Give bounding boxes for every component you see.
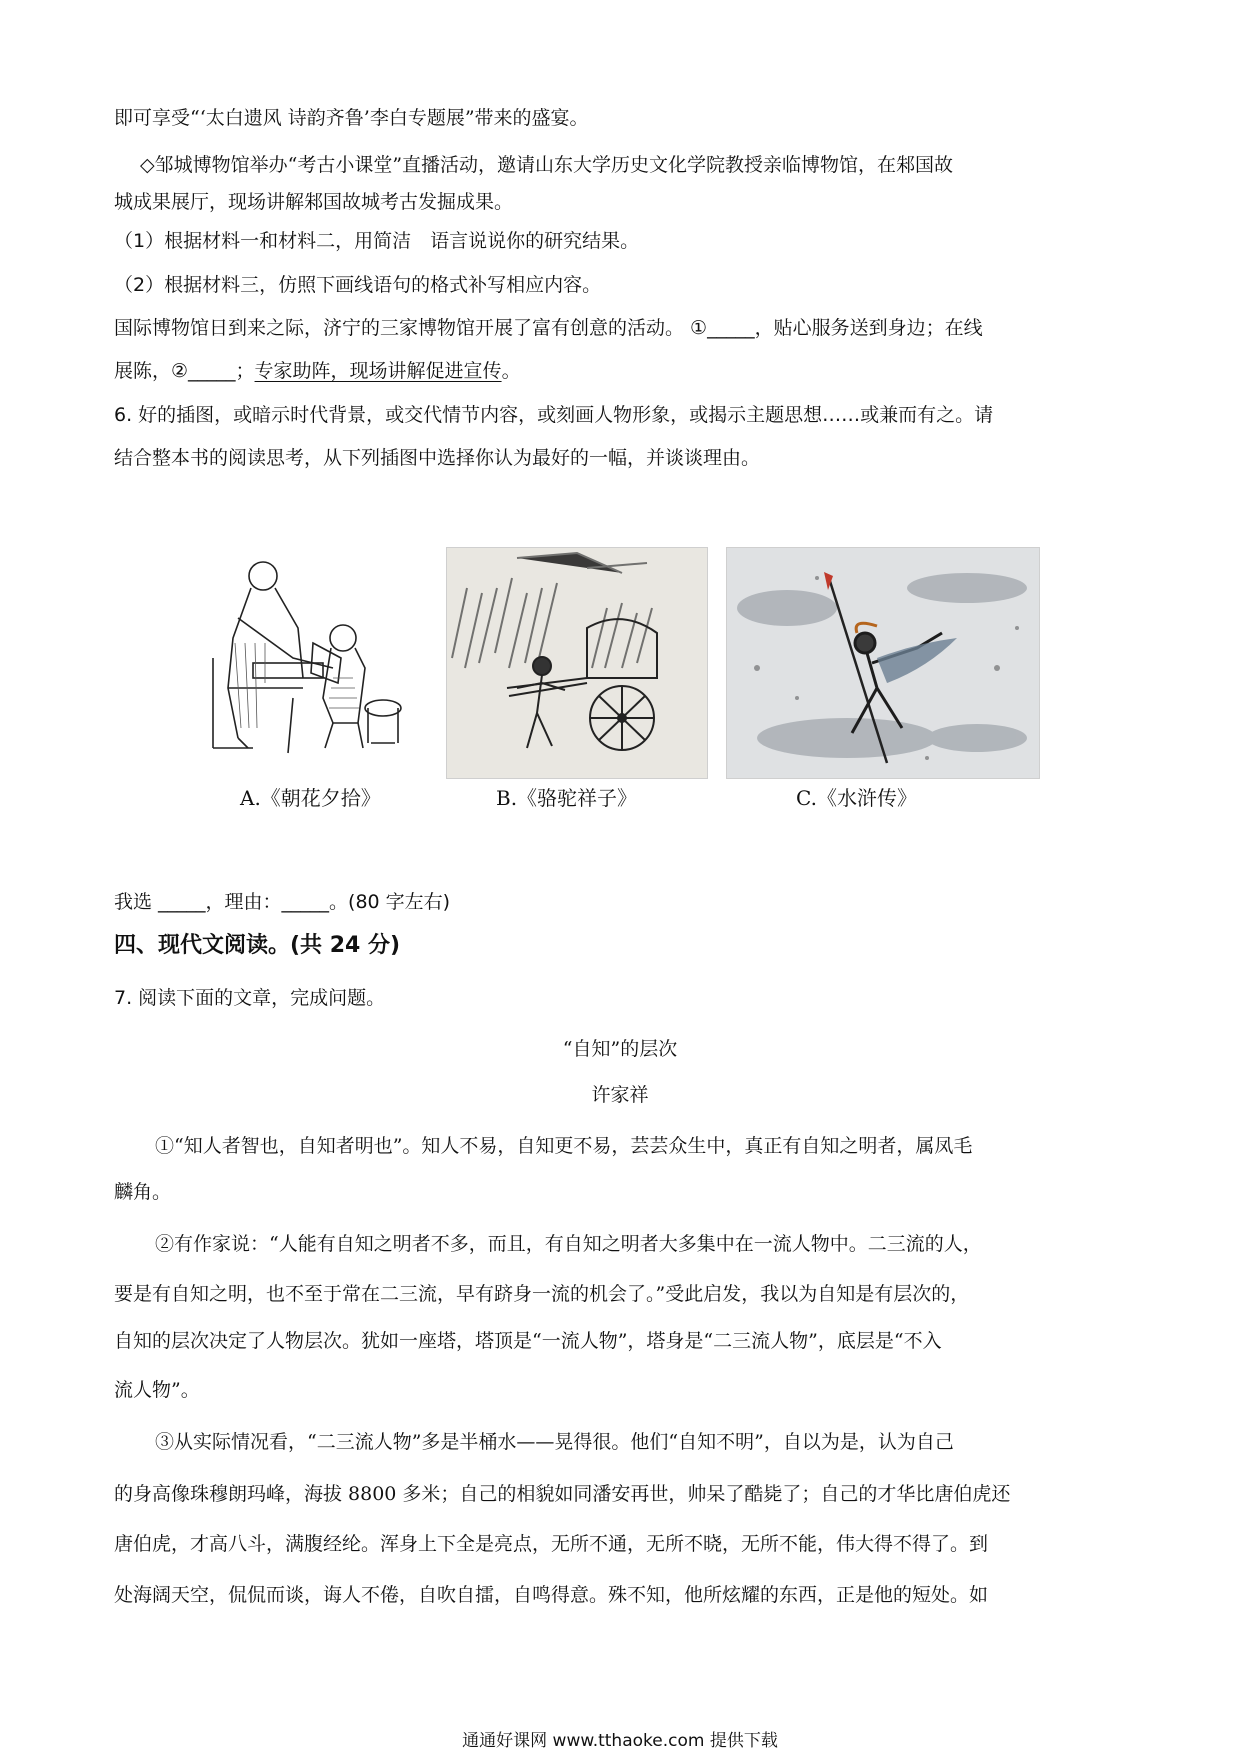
caption-a: A.《朝花夕拾》 [240, 786, 381, 810]
intro-line-2: ◇邹城博物馆举办“考古小课堂”直播活动，邀请山东大学历史文化学院教授亲临博物馆，在邾国故 [140, 154, 954, 176]
q7-prompt: 7. 阅读下面的文章，完成问题。 [114, 987, 386, 1009]
q6-answer-line: 我选 _____，理由：_____。(80 字左右) [114, 891, 451, 913]
q5-underlined-sentence: 专家助阵，现场讲解促进宣传 [254, 360, 502, 382]
paragraph-3-line-1: ③从实际情况看，“二三流人物”多是半桶水——晃得很。他们“自知不明”，自以为是，认为自己 [155, 1431, 954, 1453]
caption-c: C.《水浒传》 [796, 786, 917, 810]
article-author: 许家祥 [591, 1084, 649, 1106]
q5-line-2 [114, 356, 521, 386]
q5-part-1: （1）根据材料一和材料二，用简洁 语言说说你的研究结果。 [114, 230, 640, 252]
paragraph-3-line-4: 处海阔天空，侃侃而谈，诲人不倦，自吹自擂，自鸣得意。殊不知，他所炫耀的东西，正是他的短处。如 [114, 1584, 989, 1606]
paragraph-2-line-2: 要是有自知之明，也不至于常在二三流，早有跻身一流的机会了。”受此启发，我以为自知是有层次的， [114, 1283, 970, 1305]
q5-line-2-post: 。 [501, 360, 521, 382]
q5-part-2: （2）根据材料三，仿照下画线语句的格式补写相应内容。 [114, 274, 602, 296]
q6-line-2: 结合整本书的阅读思考，从下列插图中选择你认为最好的一幅，并谈谈理由。 [114, 447, 761, 469]
article-title: “自知”的层次 [562, 1038, 678, 1060]
section-4-heading: 四、现代文阅读。(共 24 分) [114, 933, 401, 958]
q5-line-1: 国际博物馆日到来之际，济宁的三家博物馆开展了富有创意的活动。 ①_____，贴心服务送到身边；在线 [114, 317, 983, 339]
paragraph-2-line-4: 流人物”。 [114, 1379, 200, 1401]
caption-b: B.《骆驼祥子》 [496, 786, 638, 810]
illustration-a-image [193, 548, 409, 760]
illustration-b-image [446, 547, 708, 779]
footer-credit: 通通好课网 www.tthaoke.com 提供下载 [462, 1731, 778, 1751]
paragraph-1-line-1: ①“知人者智也，自知者明也”。知人不易，自知更不易，芸芸众生中，真正有自知之明者，属凤毛 [155, 1135, 973, 1157]
paragraph-3-line-2: 的身高像珠穆朗玛峰，海拔 8800 多米；自己的相貌如同潘安再世，帅呆了酷毙了；自己的才华比唐伯虎还 [114, 1483, 1011, 1505]
illustration-c-image [726, 547, 1040, 779]
paragraph-3-line-3: 唐伯虎，才高八斗，满腹经纶。浑身上下全是亮点，无所不通，无所不晓，无所不能，伟大得不得了。到 [114, 1533, 989, 1555]
paragraph-2-line-1: ②有作家说：“人能有自知之明者不多，而且，有自知之明者大多集中在一流人物中。二三流的人， [155, 1233, 982, 1255]
intro-line-3: 城成果展厅，现场讲解邾国故城考古发掘成果。 [114, 191, 514, 213]
paragraph-1-line-2: 麟角。 [114, 1181, 172, 1203]
q5-line-2-pre: 展陈，②_____； [114, 360, 255, 382]
paragraph-2-line-3: 自知的层次决定了人物层次。犹如一座塔，塔顶是“一流人物”，塔身是“二三流人物”，底层是“不入 [114, 1330, 942, 1352]
intro-line-1: 即可享受“‘太白遗风 诗韵齐鲁’李白专题展”带来的盛宴。 [114, 107, 589, 129]
q6-line-1: 6. 好的插图，或暗示时代背景，或交代情节内容，或刻画人物形象，或揭示主题思想……或兼而有之。请 [114, 404, 994, 426]
